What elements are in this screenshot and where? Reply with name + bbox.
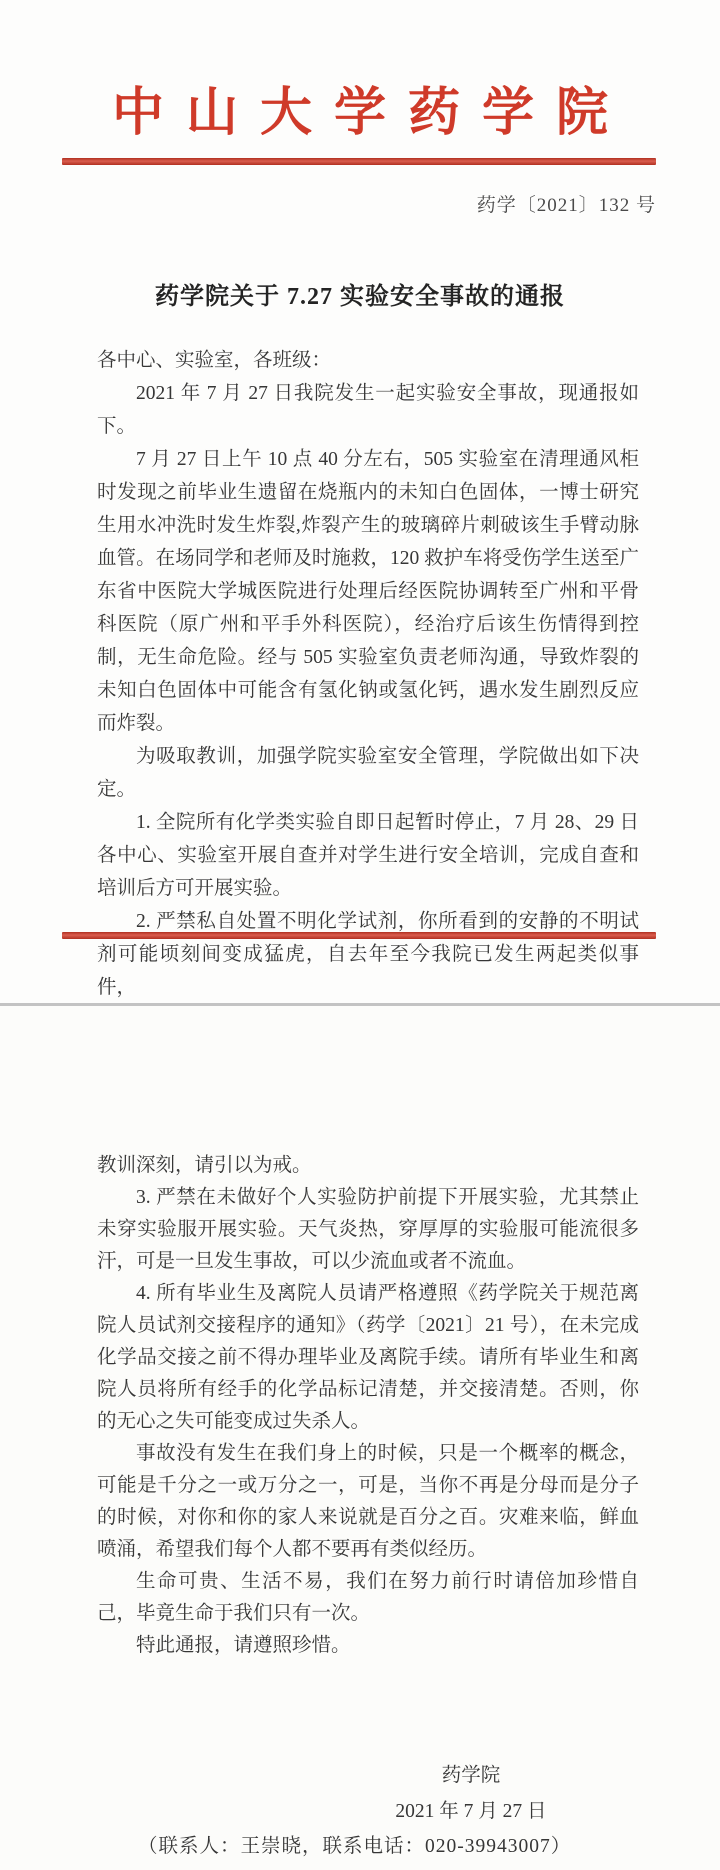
paragraph-intro: 2021 年 7 月 27 日我院发生一起实验安全事故，现通报如下。 xyxy=(97,383,639,437)
salutation: 各中心、实验室，各班级： xyxy=(97,350,332,371)
page1-footer-rule xyxy=(62,932,656,939)
page1-body xyxy=(97,344,639,1003)
page2-body xyxy=(97,1150,639,1662)
paragraph-cherish-life: 生命可贵、生活不易，我们在努力前行时请倍加珍惜自己，毕竟生命于我们只有一次。 xyxy=(97,1571,639,1624)
doc-number: 药学〔2021〕132 号 xyxy=(476,195,656,216)
paragraph-incident: 7 月 27 日上午 10 点 40 分左右，505 实验室在清理通风柜时发现之前毕业生遗留在烧瓶内的未知白色固体，一博士研究生用水冲洗时发生炸裂,炸裂产生的玻璃碎片刺破该生手臂动脉血管。在场同学和老师及时施救，120 救护车将受伤学生送至广东省中医院大学城医院进行处理后经医院协调转至广州和平骨科医院（原广州和平手外科医院），经治疗后该生伤情得到控制，无生命危险。经与 505 实验室负责老师沟通，导致炸裂的未知白色固体中可能含有氢化钠或氢化钙，遇水发生剧烈反应而炸裂。 xyxy=(97,449,639,734)
paragraph-item-2-continued: 教训深刻，请引以为戒。 xyxy=(97,1155,312,1176)
paragraph-item-1: 1. 全院所有化学类实验自即日起暂时停止，7 月 28、29 日各中心、实验室开展自查并对学生进行安全培训，完成自查和培训后方可开展实验。 xyxy=(97,812,639,899)
paragraph-item-3: 3. 严禁在未做好个人实验防护前提下开展实验，尤其禁止未穿实验服开展实验。天气炎热，穿厚厚的实验服可能流很多汗，可是一旦发生事故，可以少流血或者不流血。 xyxy=(97,1187,639,1272)
signature-date: 2021 年 7 月 27 日 xyxy=(395,1801,547,1822)
paragraph-decision-lead: 为吸取教训，加强学院实验室安全管理，学院做出如下决定。 xyxy=(97,746,639,800)
paragraph-probability: 事故没有发生在我们身上的时候，只是一个概率的概念，可能是千分之一或万分之一，可是，当你不再是分母而是分子的时候，对你和你的家人来说就是百分之百。灾难来临，鲜血喷涌，希望我们每个人都不要再有类似经历。 xyxy=(97,1443,639,1560)
signature-block xyxy=(368,1758,574,1830)
signature-org: 药学院 xyxy=(441,1765,501,1786)
page-2 xyxy=(0,1006,720,1870)
paragraph-item-2: 2. 严禁私自处置不明化学试剂，你所看到的安静的不明试剂可能顷刻间变成猛虎，自去年至今我院已发生两起类似事件， xyxy=(97,911,639,998)
paragraph-item-4: 4. 所有毕业生及离院人员请严格遵照《药学院关于规范离院人员试剂交接程序的通知》（药学〔2021〕21 号），在未完成化学品交接之前不得办理毕业及离院手续。请所有毕业生和离院人员将所有经手的化学品标记清楚，并交接清楚。否则，你的无心之失可能变成过失杀人。 xyxy=(97,1283,639,1432)
notice-title: 药学院关于 7.27 实验安全事故的通报 xyxy=(155,284,565,310)
contact-line: （联系人：王崇晓，联系电话：020-39943007） xyxy=(138,1836,572,1857)
paragraph-closing: 特此通报，请遵照珍惜。 xyxy=(136,1635,351,1656)
letterhead-rule xyxy=(62,158,656,165)
letterhead-title: 中山大学药学院 xyxy=(111,85,630,142)
